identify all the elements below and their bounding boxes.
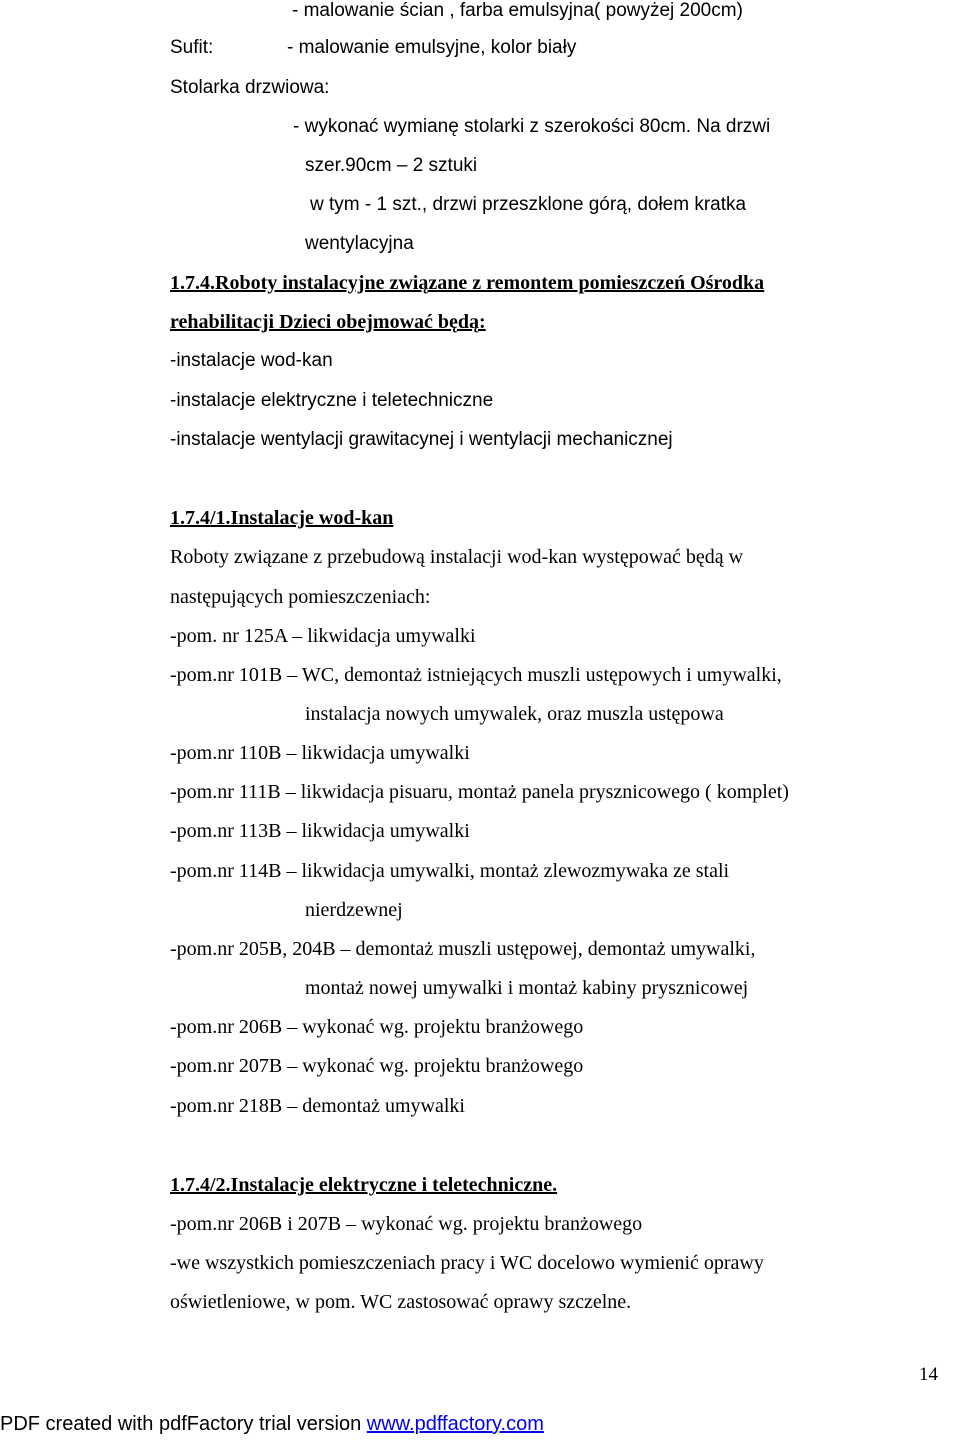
list-item: -pom.nr 206B i 207B – wykonać wg. projektu branżowego	[170, 1213, 643, 1235]
text-line: Sufit:	[170, 37, 214, 58]
list-item: -pom.nr 101B – WC, demontaż istniejących muszli ustępowych i umywalki,	[170, 664, 782, 686]
text-line: szer.90cm – 2 sztuki	[305, 155, 478, 176]
text-line: Roboty związane z przebudową instalacji wod-kan występować będą w	[170, 546, 744, 568]
pdf-footer	[0, 1410, 544, 1438]
list-item: -pom.nr 206B – wykonać wg. projektu branżowego	[170, 1016, 584, 1038]
list-item: -pom.nr 113B – likwidacja umywalki	[170, 820, 470, 842]
text-line: wentylacyjna	[305, 233, 414, 254]
text-line: -instalacje wod-kan	[170, 350, 333, 371]
text-line: - wykonać wymianę stolarki z szerokości 80cm. Na drzwi	[293, 116, 771, 137]
list-item: -pom.nr 110B – likwidacja umywalki	[170, 742, 470, 764]
text-line: -instalacje wentylacji grawitacynej i wentylacji mechanicznej	[170, 429, 673, 450]
text-line: nierdzewnej	[305, 899, 403, 921]
page-number: 14	[919, 1364, 938, 1385]
list-item: -pom.nr 218B – demontaż umywalki	[170, 1095, 465, 1117]
list-item: -pom.nr 111B – likwidacja pisuaru, montaż panela prysznicowego ( komplet)	[170, 781, 789, 803]
footer-text: PDF created with pdfFactory trial version	[0, 1413, 367, 1435]
list-item: -pom.nr 207B – wykonać wg. projektu branżowego	[170, 1055, 584, 1077]
list-item: -we wszystkich pomieszczeniach pracy i WC docelowo wymienić oprawy	[170, 1252, 764, 1274]
list-item: -pom.nr 114B – likwidacja umywalki, montaż zlewozmywaka ze stali	[170, 860, 730, 882]
section-heading: 1.7.4/2.Instalacje elektryczne i teletechniczne.	[170, 1174, 558, 1196]
text-line: w tym - 1 szt., drzwi przeszklone górą, dołem kratka	[310, 194, 747, 215]
list-item: -pom. nr 125A – likwidacja umywalki	[170, 625, 476, 647]
text-line: instalacja nowych umywalek, oraz muszla ustępowa	[305, 703, 724, 725]
section-heading: rehabilitacji Dzieci obejmować będą:	[170, 311, 486, 333]
text-line: następujących pomieszczeniach:	[170, 586, 431, 608]
text-line: -instalacje elektryczne i teletechniczne	[170, 390, 494, 411]
list-item: -pom.nr 205B, 204B – demontaż muszli ustępowej, demontaż umywalki,	[170, 938, 756, 960]
text-line: montaż nowej umywalki i montaż kabiny prysznicowej	[305, 977, 749, 999]
text-line: Stolarka drzwiowa:	[170, 77, 330, 98]
section-heading: 1.7.4.Roboty instalacyjne związane z remontem pomieszczeń Ośrodka	[170, 272, 765, 294]
text-line: oświetleniowe, w pom. WC zastosować oprawy szczelne.	[170, 1291, 632, 1313]
text-line: - malowanie emulsyjne, kolor biały	[287, 37, 577, 58]
text-line: - malowanie ścian , farba emulsyjna( powyżej 200cm)	[292, 0, 743, 21]
section-heading: 1.7.4/1.Instalacje wod-kan	[170, 507, 394, 529]
pdffactory-link[interactable]: www.pdffactory.com	[366, 1413, 544, 1435]
